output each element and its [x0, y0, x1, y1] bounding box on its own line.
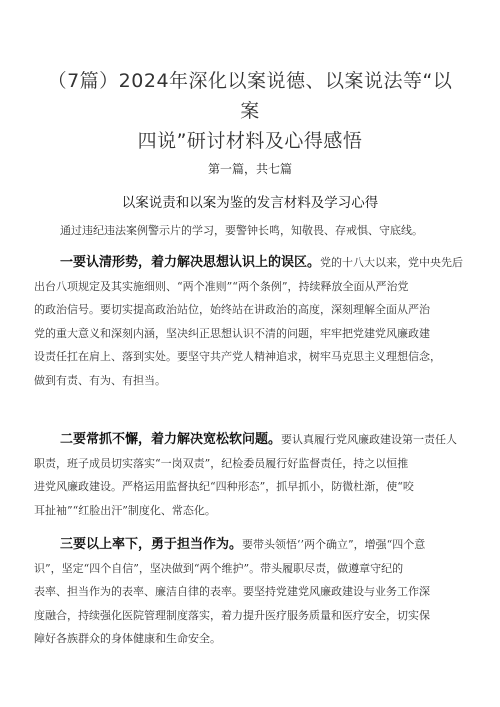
paragraph-1 [34, 251, 466, 392]
paragraph-line: 做到有责、有为、有担当。 [34, 373, 166, 387]
title-line-1: （7篇）2024年深化以案说德、以案说法等“以案 [47, 70, 453, 122]
paragraph-lead: 二要常抓不懈，着力解决宽松软问题。 [60, 432, 282, 447]
section-indicator: 第一篇，共七篇 [207, 162, 292, 176]
paragraph-2 [34, 428, 466, 522]
paragraph-line: 职责，班子成员切实落实“一岗双责”，纪检委员履行好监督责任，持之以恒推 [34, 456, 409, 470]
paragraph-line: 障好各族群众的身体健康和生命安全。 [34, 632, 221, 645]
paragraph-line: 一要认清形势，着力解决思想认识上的误区。党的十八大以来，党中央先后 [60, 255, 464, 270]
paragraph-line: 表率、担当作为的表率、廉洁自律的表率。要坚持党建党风廉政建设与业务工作深 [34, 585, 430, 598]
intro-paragraph: 通过违纪违法案例警示片的学习，要警钟长鸣，知敬畏、存戒惧、守底线。 [60, 224, 423, 237]
paragraph-line: 耳扯袖”“红脸出汗”制度化、常态化。 [34, 503, 216, 517]
paragraph-line: 设责任扛在肩上、落到实处。要坚守共产党人精神追求，树牢马克思主义理想信念， [34, 350, 441, 363]
paragraph-3 [34, 533, 466, 651]
paragraph-line: 进党风廉政建设。严格运用监督执纪“四种形态”，抓早抓小，防微杜渐，使“咬 [34, 480, 414, 493]
section-heading: 以案说责和以案为鉴的发言材料及学习心得 [121, 195, 379, 211]
paragraph-line: 二要常抓不懈，着力解决宽松软问题。要认真履行党风廉政建设第一责任人 [60, 432, 458, 447]
document-title [40, 66, 460, 156]
paragraph-line: 度融合，持续强化医院管理制度落实，着力提升医疗服务质量和医疗安全，切实保 [34, 608, 430, 622]
paragraph-line: 识”，坚定“四个自信”，坚决做到“两个维护”。带头履职尽责，做遵章守纪的 [34, 561, 404, 575]
title-line-2: 四说”研讨材料及心得感悟 [137, 130, 363, 152]
paragraph-lead: 一要认清形势，着力解决思想认识上的误区。 [60, 255, 321, 270]
paragraph-line: 的政治信号。要切实提高政治站位，始终站在讲政治的高度，深刻理解全面从严治 [34, 303, 430, 316]
paragraph-lead: 三要以上率下，勇于担当作为。 [60, 537, 243, 552]
paragraph-line: 党的重大意义和深刻内涵，坚决纠正思想认识不清的问题，牢牢把党建党风廉政建 [34, 326, 430, 340]
paragraph-line: 出台八项规定及其实施细则、“两个准则”“两个条例”，持续释放全面从严治党 [34, 279, 409, 293]
paragraph-line: 三要以上率下，勇于担当作为。要带头领悟‘’两个确立”，增强“四个意 [60, 537, 426, 552]
